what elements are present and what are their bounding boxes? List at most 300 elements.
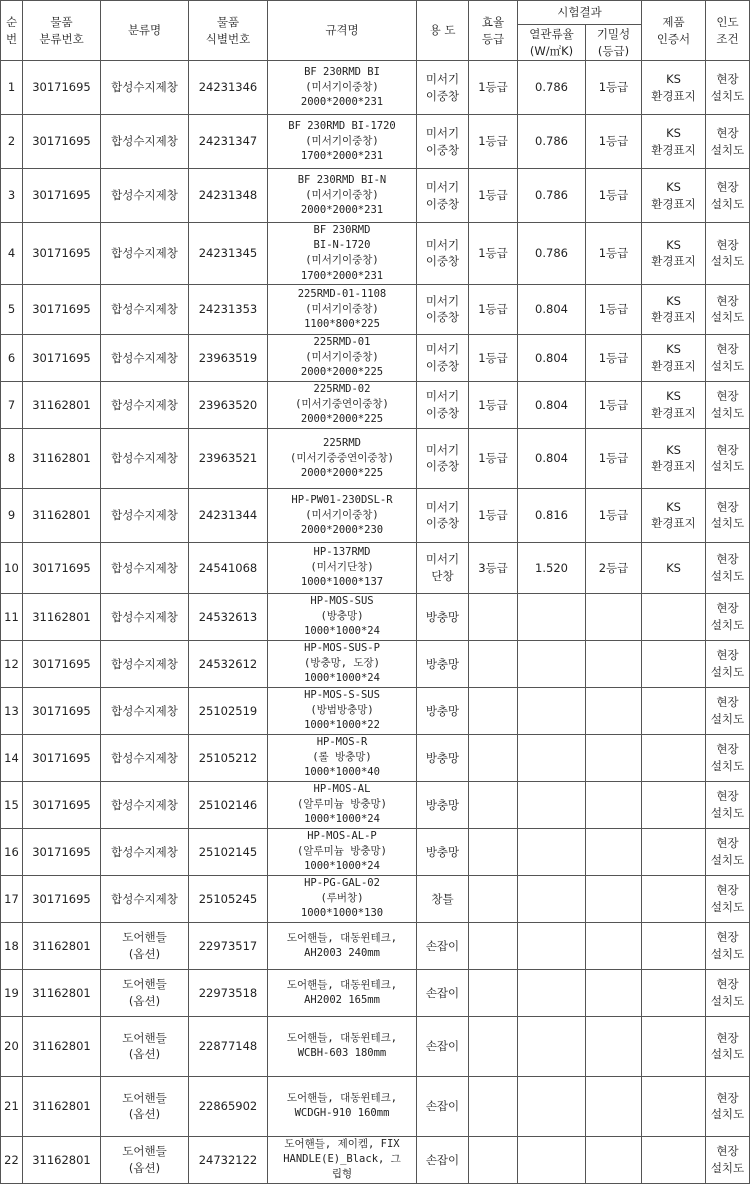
usage — [417, 875, 469, 922]
efficiency-grade — [469, 828, 518, 875]
row-number: 20 — [1, 1016, 23, 1076]
delivery-condition-line: 현장 — [716, 1144, 739, 1159]
airtight-grade: 1등급 — [586, 428, 642, 488]
certification-line: 환경표지 — [651, 516, 696, 531]
class-name-line: (옵션) — [128, 946, 161, 961]
delivery-condition — [706, 334, 750, 381]
airtight-grade — [586, 1016, 642, 1076]
usage-line: 방충망 — [425, 797, 460, 812]
spec-name-line: 도어핸들, 제이켐, FIX — [284, 1138, 400, 1151]
efficiency-grade: 1등급 — [469, 428, 518, 488]
certification — [642, 875, 706, 922]
delivery-condition-line: 현장 — [716, 930, 739, 945]
usage-line: 미서기 — [425, 552, 460, 567]
class-name-line: 도어핸들 — [122, 1030, 167, 1045]
row-number: 3 — [1, 169, 23, 223]
item-id: 23963520 — [189, 381, 268, 428]
usage — [417, 223, 469, 285]
row-number: 6 — [1, 334, 23, 381]
item-id: 24231344 — [189, 488, 268, 542]
airtight-grade: 1등급 — [586, 488, 642, 542]
item-id: 24532613 — [189, 593, 268, 640]
spec-name-line: 1100*800*225 — [304, 317, 380, 330]
usage-line: 방충망 — [425, 656, 460, 671]
delivery-condition-line: 설치도 — [710, 899, 745, 914]
efficiency-grade: 1등급 — [469, 115, 518, 169]
class-name-line: 합성수지제창 — [111, 508, 178, 523]
certification-line: KS — [666, 179, 681, 194]
delivery-condition-line: 설치도 — [710, 1047, 745, 1062]
row-number: 10 — [1, 542, 23, 593]
usage — [417, 115, 469, 169]
class-number: 31162801 — [23, 1076, 101, 1136]
class-number: 30171695 — [23, 223, 101, 285]
row-number: 21 — [1, 1076, 23, 1136]
table-row — [1, 169, 750, 223]
certification — [642, 334, 706, 381]
delivery-condition — [706, 828, 750, 875]
usage — [417, 640, 469, 687]
thermal-value — [518, 1076, 586, 1136]
airtight-grade — [586, 1076, 642, 1136]
usage-line: 방충망 — [425, 703, 460, 718]
delivery-condition-line: 현장 — [716, 836, 739, 851]
class-name — [101, 334, 189, 381]
spec-name-line: 도어핸들, 대동윈테크, — [286, 1092, 398, 1105]
certification-line: 환경표지 — [651, 88, 696, 103]
class-name — [101, 922, 189, 969]
delivery-condition-line: 설치도 — [710, 142, 745, 157]
delivery-condition-line: 설치도 — [710, 805, 745, 820]
spec-name — [268, 334, 417, 381]
airtight-grade — [586, 828, 642, 875]
spec-name-line: (미서기이중창) — [305, 188, 379, 201]
spec-name — [268, 593, 417, 640]
efficiency-grade — [469, 781, 518, 828]
airtight-grade: 1등급 — [586, 284, 642, 334]
usage — [417, 488, 469, 542]
delivery-condition-line: 현장 — [716, 695, 739, 710]
airtight-grade — [586, 875, 642, 922]
class-name — [101, 542, 189, 593]
usage — [417, 284, 469, 334]
table-row — [1, 428, 750, 488]
class-name — [101, 875, 189, 922]
spec-name-line: (방범방충망) — [310, 704, 374, 717]
usage-line: 손잡이 — [425, 985, 460, 1000]
spec-name — [268, 922, 417, 969]
spec-name-line: 1700*2000*231 — [300, 269, 384, 282]
delivery-condition — [706, 593, 750, 640]
class-name-line: 합성수지제창 — [111, 246, 178, 261]
spec-name-line: AH2003 240mm — [304, 946, 380, 959]
row-number: 14 — [1, 734, 23, 781]
delivery-condition — [706, 61, 750, 115]
efficiency-grade: 3등급 — [469, 542, 518, 593]
thermal-value — [518, 875, 586, 922]
delivery-condition-line: 설치도 — [710, 664, 745, 679]
spec-name-line: HANDLE(E)_Black, 그 — [283, 1153, 401, 1166]
class-name-line: 합성수지제창 — [111, 188, 178, 203]
spec-name — [268, 640, 417, 687]
spec-name-line: (방충망) — [320, 610, 364, 623]
airtight-grade: 2등급 — [586, 542, 642, 593]
usage-line: 손잡이 — [425, 1099, 460, 1114]
delivery-condition — [706, 1136, 750, 1183]
airtight-grade — [586, 781, 642, 828]
delivery-condition-line: 설치도 — [710, 617, 745, 632]
delivery-condition-line: 현장 — [716, 1090, 739, 1105]
delivery-condition-line: 현장 — [716, 601, 739, 616]
spec-name-line: HP-PW01-230DSL-R — [291, 493, 393, 506]
thermal-value — [518, 687, 586, 734]
usage-line: 창틀 — [431, 891, 454, 906]
class-name-line: 합성수지제창 — [111, 797, 178, 812]
delivery-condition-line: 현장 — [716, 237, 739, 252]
delivery-condition-line: 설치도 — [710, 758, 745, 773]
spec-name-line: HP-MOS-SUS-P — [304, 642, 380, 655]
spec-name-line: HP-MOS-AL-P — [307, 830, 377, 843]
thermal-value — [518, 640, 586, 687]
certification-line: 환경표지 — [651, 310, 696, 325]
certification-line: KS — [666, 293, 681, 308]
spec-name-line: 2000*2000*225 — [300, 466, 384, 479]
airtight-grade — [586, 687, 642, 734]
class-name-line: 합성수지제창 — [111, 703, 178, 718]
class-name — [101, 169, 189, 223]
class-name-line: 합성수지제창 — [111, 560, 178, 575]
usage — [417, 1016, 469, 1076]
class-number: 31162801 — [23, 488, 101, 542]
delivery-condition-line: 설치도 — [710, 254, 745, 269]
usage-line: 이중창 — [425, 88, 460, 103]
usage — [417, 687, 469, 734]
thermal-value: 0.786 — [518, 115, 586, 169]
usage-line: 미서기 — [425, 71, 460, 86]
efficiency-grade — [469, 875, 518, 922]
certification — [642, 381, 706, 428]
certification — [642, 61, 706, 115]
table-row — [1, 1016, 750, 1076]
efficiency-grade: 1등급 — [469, 223, 518, 285]
spec-name — [268, 428, 417, 488]
delivery-condition — [706, 223, 750, 285]
class-name-line: (옵션) — [128, 1047, 161, 1062]
table-row — [1, 828, 750, 875]
table-row — [1, 687, 750, 734]
class-number: 30171695 — [23, 284, 101, 334]
class-number: 30171695 — [23, 334, 101, 381]
class-name — [101, 381, 189, 428]
delivery-condition-line: 설치도 — [710, 711, 745, 726]
usage — [417, 542, 469, 593]
thermal-value — [518, 781, 586, 828]
header-thermal: 열관류율 (W/㎡K) — [518, 25, 586, 61]
spec-name-line: BF 230RMD BI — [304, 65, 380, 78]
delivery-condition-line: 현장 — [716, 883, 739, 898]
usage — [417, 1136, 469, 1183]
delivery-condition-line: 설치도 — [710, 568, 745, 583]
delivery-condition-line: 현장 — [716, 789, 739, 804]
efficiency-grade — [469, 969, 518, 1016]
delivery-condition — [706, 1076, 750, 1136]
certification-line: 환경표지 — [651, 358, 696, 373]
delivery-condition-line: 현장 — [716, 389, 739, 404]
airtight-grade: 1등급 — [586, 223, 642, 285]
spec-name — [268, 969, 417, 1016]
class-number: 30171695 — [23, 687, 101, 734]
spec-name-line: (미서기이중창) — [305, 134, 379, 147]
spec-name-line: 225RMD — [323, 436, 361, 449]
certification-line: KS — [666, 237, 681, 252]
row-number: 9 — [1, 488, 23, 542]
certification — [642, 542, 706, 593]
efficiency-grade — [469, 640, 518, 687]
certification — [642, 223, 706, 285]
usage-line: 이중창 — [425, 516, 460, 531]
table-body — [1, 61, 750, 1184]
efficiency-grade — [469, 1016, 518, 1076]
item-id: 24231345 — [189, 223, 268, 285]
delivery-condition — [706, 875, 750, 922]
class-number: 31162801 — [23, 1016, 101, 1076]
row-number: 1 — [1, 61, 23, 115]
spec-name-line: 립형 — [331, 1168, 353, 1181]
usage — [417, 922, 469, 969]
airtight-grade — [586, 969, 642, 1016]
header-airtight: 기밀성 (등급) — [586, 25, 642, 61]
efficiency-grade: 1등급 — [469, 61, 518, 115]
spec-name-line: (미서기이중창) — [305, 254, 379, 267]
certification — [642, 734, 706, 781]
spec-name — [268, 781, 417, 828]
efficiency-grade: 1등급 — [469, 334, 518, 381]
spec-name-line: 1000*1000*24 — [304, 813, 380, 826]
airtight-grade: 1등급 — [586, 381, 642, 428]
thermal-value — [518, 1016, 586, 1076]
header-spec: 규격명 — [268, 1, 417, 61]
table-row — [1, 969, 750, 1016]
class-name — [101, 488, 189, 542]
certification-line: KS — [666, 342, 681, 357]
usage — [417, 969, 469, 1016]
class-name — [101, 781, 189, 828]
certification — [642, 1136, 706, 1183]
airtight-grade — [586, 1136, 642, 1183]
delivery-condition-line: 현장 — [716, 342, 739, 357]
spec-name-line: 도어핸들, 대동윈테크, — [286, 1032, 398, 1045]
thermal-value: 0.804 — [518, 334, 586, 381]
class-name-line: 합성수지제창 — [111, 302, 178, 317]
airtight-grade: 1등급 — [586, 169, 642, 223]
certification — [642, 969, 706, 1016]
delivery-condition-line: 현장 — [716, 293, 739, 308]
class-name — [101, 1016, 189, 1076]
spec-name-line: HP-137RMD — [313, 546, 371, 559]
table-row — [1, 223, 750, 285]
row-number: 4 — [1, 223, 23, 285]
item-id: 22877148 — [189, 1016, 268, 1076]
delivery-condition — [706, 1016, 750, 1076]
thermal-value — [518, 828, 586, 875]
item-id: 25102146 — [189, 781, 268, 828]
thermal-value: 0.786 — [518, 223, 586, 285]
row-number: 13 — [1, 687, 23, 734]
spec-name-line: (알루미늄 방충망) — [297, 845, 387, 858]
item-id: 24732122 — [189, 1136, 268, 1183]
table-row — [1, 381, 750, 428]
spec-name — [268, 284, 417, 334]
item-id: 22973518 — [189, 969, 268, 1016]
certification — [642, 1016, 706, 1076]
spec-name-line: 1000*1000*22 — [304, 719, 380, 732]
airtight-grade — [586, 640, 642, 687]
thermal-value — [518, 1136, 586, 1183]
usage-line: 손잡이 — [425, 1152, 460, 1167]
delivery-condition-line: 현장 — [716, 179, 739, 194]
item-id: 25105245 — [189, 875, 268, 922]
spec-name-line: BI-N-1720 — [313, 239, 371, 252]
delivery-condition-line: 설치도 — [710, 1160, 745, 1175]
spec-name-line: HP-MOS-R — [316, 736, 368, 749]
delivery-condition — [706, 115, 750, 169]
certification-line: 환경표지 — [651, 142, 696, 157]
class-name-line: 도어핸들 — [122, 1144, 167, 1159]
spec-name-line: 2000*2000*225 — [300, 413, 384, 426]
class-number: 30171695 — [23, 875, 101, 922]
thermal-value: 0.804 — [518, 381, 586, 428]
delivery-condition-line: 설치도 — [710, 993, 745, 1008]
usage-line: 이중창 — [425, 358, 460, 373]
spec-name-line: BF 230RMD — [313, 224, 371, 236]
item-id: 25105212 — [189, 734, 268, 781]
usage — [417, 828, 469, 875]
header-cert: 제품 인증서 — [642, 1, 706, 61]
airtight-grade: 1등급 — [586, 334, 642, 381]
certification-line: KS — [666, 125, 681, 140]
class-name — [101, 1076, 189, 1136]
item-id: 22865902 — [189, 1076, 268, 1136]
usage-line: 미서기 — [425, 293, 460, 308]
spec-name-line: 도어핸들, 대동윈테크, — [286, 931, 398, 944]
certification-line: KS — [666, 442, 681, 457]
class-name — [101, 687, 189, 734]
certification — [642, 687, 706, 734]
certification — [642, 284, 706, 334]
table-row — [1, 1136, 750, 1183]
table-row — [1, 115, 750, 169]
class-name — [101, 734, 189, 781]
certification — [642, 115, 706, 169]
thermal-value: 0.804 — [518, 428, 586, 488]
spec-name-line: WCDGH-910 160mm — [294, 1107, 390, 1120]
efficiency-grade — [469, 922, 518, 969]
header-test-results: 시험결과 — [518, 1, 642, 25]
item-id: 24532612 — [189, 640, 268, 687]
delivery-condition — [706, 640, 750, 687]
delivery-condition-line: 설치도 — [710, 852, 745, 867]
usage-line: 미서기 — [425, 342, 460, 357]
spec-name-line: WCBH-603 180mm — [297, 1047, 387, 1060]
usage-line: 단창 — [431, 568, 454, 583]
efficiency-grade — [469, 1136, 518, 1183]
row-number: 19 — [1, 969, 23, 1016]
spec-name-line: AH2002 165mm — [304, 993, 380, 1006]
spec-name-line: (알루미늄 방충망) — [297, 798, 387, 811]
delivery-condition-line: 설치도 — [710, 358, 745, 373]
airtight-grade — [586, 922, 642, 969]
usage — [417, 334, 469, 381]
item-id: 24231348 — [189, 169, 268, 223]
delivery-condition-line: 설치도 — [710, 196, 745, 211]
usage-line: 미서기 — [425, 125, 460, 140]
spec-name-line: 1000*1000*24 — [304, 672, 380, 685]
spec-name-line: (루버창) — [320, 892, 364, 905]
delivery-condition — [706, 488, 750, 542]
delivery-condition — [706, 734, 750, 781]
certification-line: KS — [666, 389, 681, 404]
thermal-value: 1.520 — [518, 542, 586, 593]
spec-name-line: HP-MOS-S-SUS — [304, 689, 380, 702]
efficiency-grade — [469, 734, 518, 781]
delivery-condition — [706, 542, 750, 593]
usage — [417, 169, 469, 223]
usage-line: 방충망 — [425, 609, 460, 624]
class-number: 30171695 — [23, 781, 101, 828]
efficiency-grade: 1등급 — [469, 169, 518, 223]
certification — [642, 828, 706, 875]
class-name-line: 합성수지제창 — [111, 350, 178, 365]
delivery-condition-line: 현장 — [716, 499, 739, 514]
spec-name — [268, 734, 417, 781]
item-id: 25102519 — [189, 687, 268, 734]
class-name — [101, 61, 189, 115]
class-name-line: 도어핸들 — [122, 930, 167, 945]
row-number: 5 — [1, 284, 23, 334]
spec-name — [268, 687, 417, 734]
spec-name-line: (미서기이중창) — [305, 302, 379, 315]
efficiency-grade — [469, 1076, 518, 1136]
spec-name — [268, 488, 417, 542]
usage — [417, 593, 469, 640]
certification-line: 환경표지 — [651, 196, 696, 211]
delivery-condition-line: 현장 — [716, 1030, 739, 1045]
spec-name-line: 2000*2000*231 — [300, 96, 384, 109]
class-number: 30171695 — [23, 115, 101, 169]
delivery-condition-line: 현장 — [716, 552, 739, 567]
spec-name — [268, 169, 417, 223]
efficiency-grade: 1등급 — [469, 488, 518, 542]
delivery-condition-line: 설치도 — [710, 459, 745, 474]
delivery-condition — [706, 428, 750, 488]
spec-name-line: 1000*1000*137 — [300, 576, 384, 589]
spec-name — [268, 542, 417, 593]
table-row — [1, 734, 750, 781]
class-name — [101, 969, 189, 1016]
spec-name-line: (미서기이중창) — [305, 508, 379, 521]
thermal-value: 0.816 — [518, 488, 586, 542]
class-name — [101, 593, 189, 640]
class-number: 30171695 — [23, 542, 101, 593]
class-name-line: 합성수지제창 — [111, 80, 178, 95]
item-id: 24541068 — [189, 542, 268, 593]
spec-name-line: 225RMD-01-1108 — [297, 287, 387, 300]
row-number: 18 — [1, 922, 23, 969]
row-number: 17 — [1, 875, 23, 922]
delivery-condition — [706, 922, 750, 969]
item-id: 25102145 — [189, 828, 268, 875]
usage-line: 미서기 — [425, 499, 460, 514]
